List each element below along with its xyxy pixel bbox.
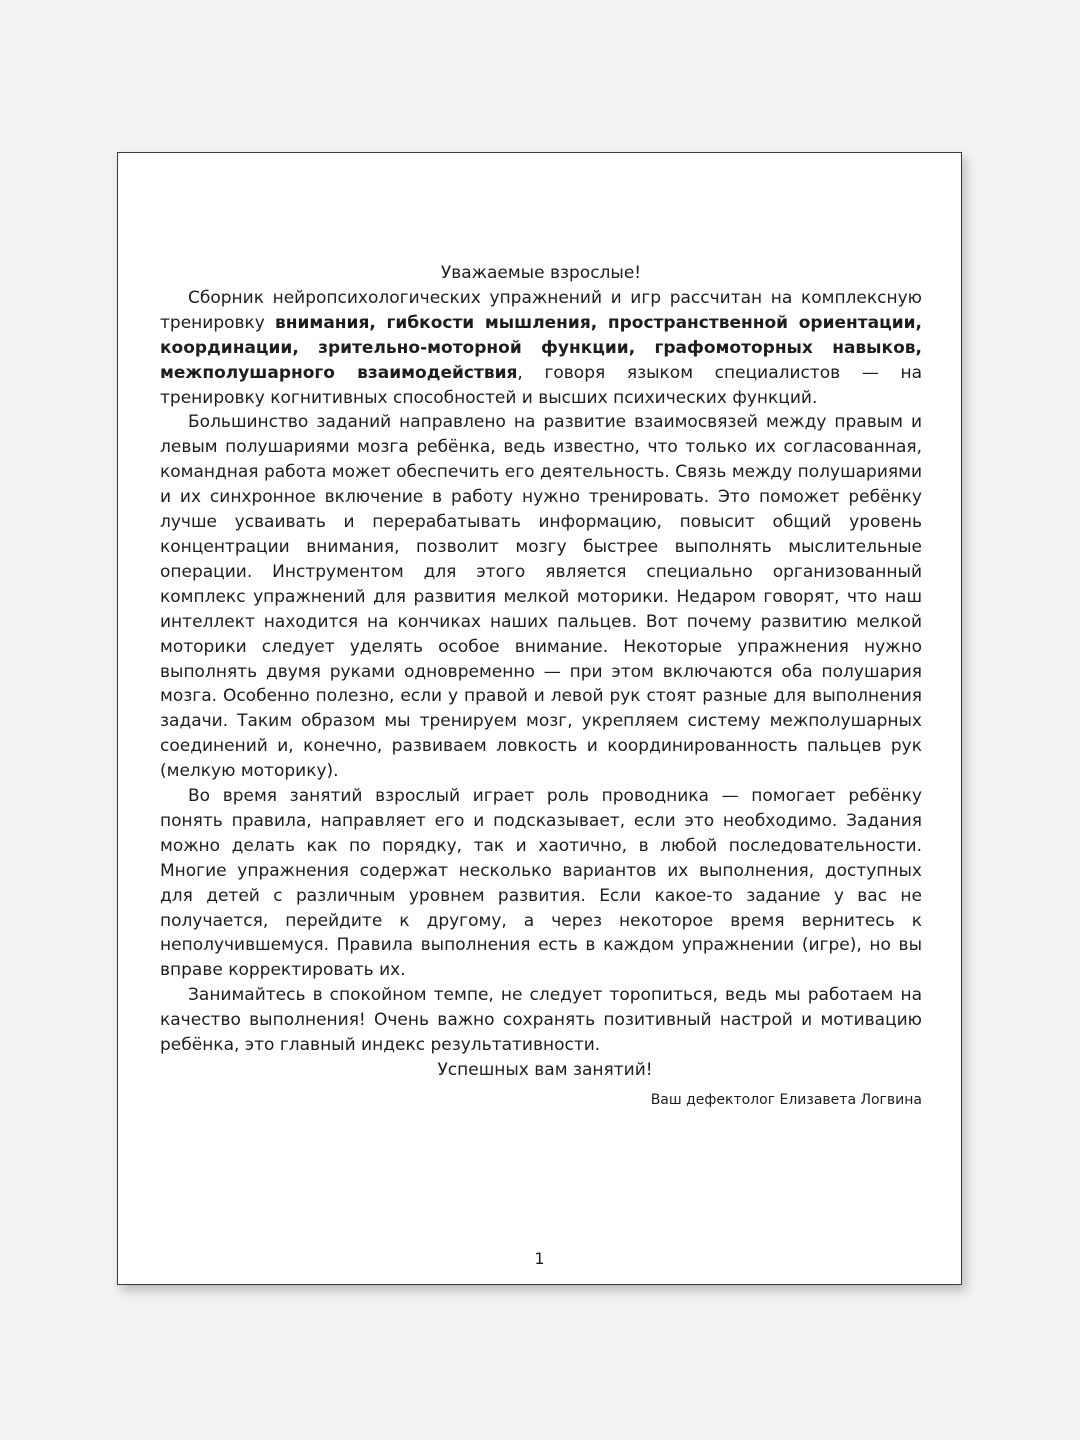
paragraph-intro [160,286,922,411]
intro-text-end: , говоря языком специалистов — на тренировку когнитивных способностей и высших психических функций. [160,362,922,408]
author-signature: Ваш дефектолог Елизавета Логвина [650,1091,922,1108]
greeting-heading: Уважаемые взрослые! [440,263,642,283]
page-number: 1 [534,1249,545,1268]
letter-body [160,261,922,1110]
intro-bold-skills: внимания, гибкости мышления, пространственной ориентации, координации, зрительно-моторной функции, графомоторных навыков, межполушарного взаимодействия [160,312,922,383]
paragraph-pace: Занимайтесь в спокойном темпе, не следует торопиться, ведь мы работаем на качество выполнения! Очень важно сохранять позитивный настрой и мотивацию ребёнка, это главный индекс результативности. [160,985,922,1056]
closing-wish: Успешных вам занятий! [437,1060,653,1080]
intro-text-start: Сборник нейропсихологических упражнений и игр рассчитан на комплексную тренировку [160,287,922,333]
book-page [117,152,962,1285]
paragraph-adult-role: Во время занятий взрослый играет роль проводника — помогает ребёнку понять правила, направляет его и подсказывает, если это необходимо. Задания можно делать как по порядку, так и хаотично, в любой последовательности. Многие упражнения содержат несколько вариантов их выполнения, доступных для детей с различным уровнем развития. Если какое-то задание у вас не получается, перейдите к другому, а через некоторое время вернитесь к неполучившемуся. Правила выполнения есть в каждом упражнении (игре), но вы вправе корректировать их. [160,786,922,981]
paragraph-hemispheres: Большинство заданий направлено на развитие взаимосвязей между правым и левым полушариями мозга ребёнка, ведь известно, что только их согласованная, командная работа может обеспечить его деятельность. Связь между полушариями и их синхронное включение в работу нужно тренировать. Это поможет ребёнку лучше усваивать и перерабатывать информацию, повысит общий уровень концентрации внимания, позволит мозгу быстрее выполнять мыслительные операции. Инструментом для этого является специально организованный комплекс упражнений для развития мелкой моторики. Недаром говорят, что наш интеллект находится на кончиках наших пальцев. Вот почему развитию мелкой моторики следует уделять особое внимание. Некоторые упражнения нужно выполнять двумя руками одновременно — при этом включаются оба полушария мозга. Особенно полезно, если у правой и левой рук стоят разные для выполнения задачи. Таким образом мы тренируем мозг, укрепляем систему межполушарных соединений и, конечно, развиваем ловкость и координированность пальцев рук (мелкую моторику). [160,412,922,782]
